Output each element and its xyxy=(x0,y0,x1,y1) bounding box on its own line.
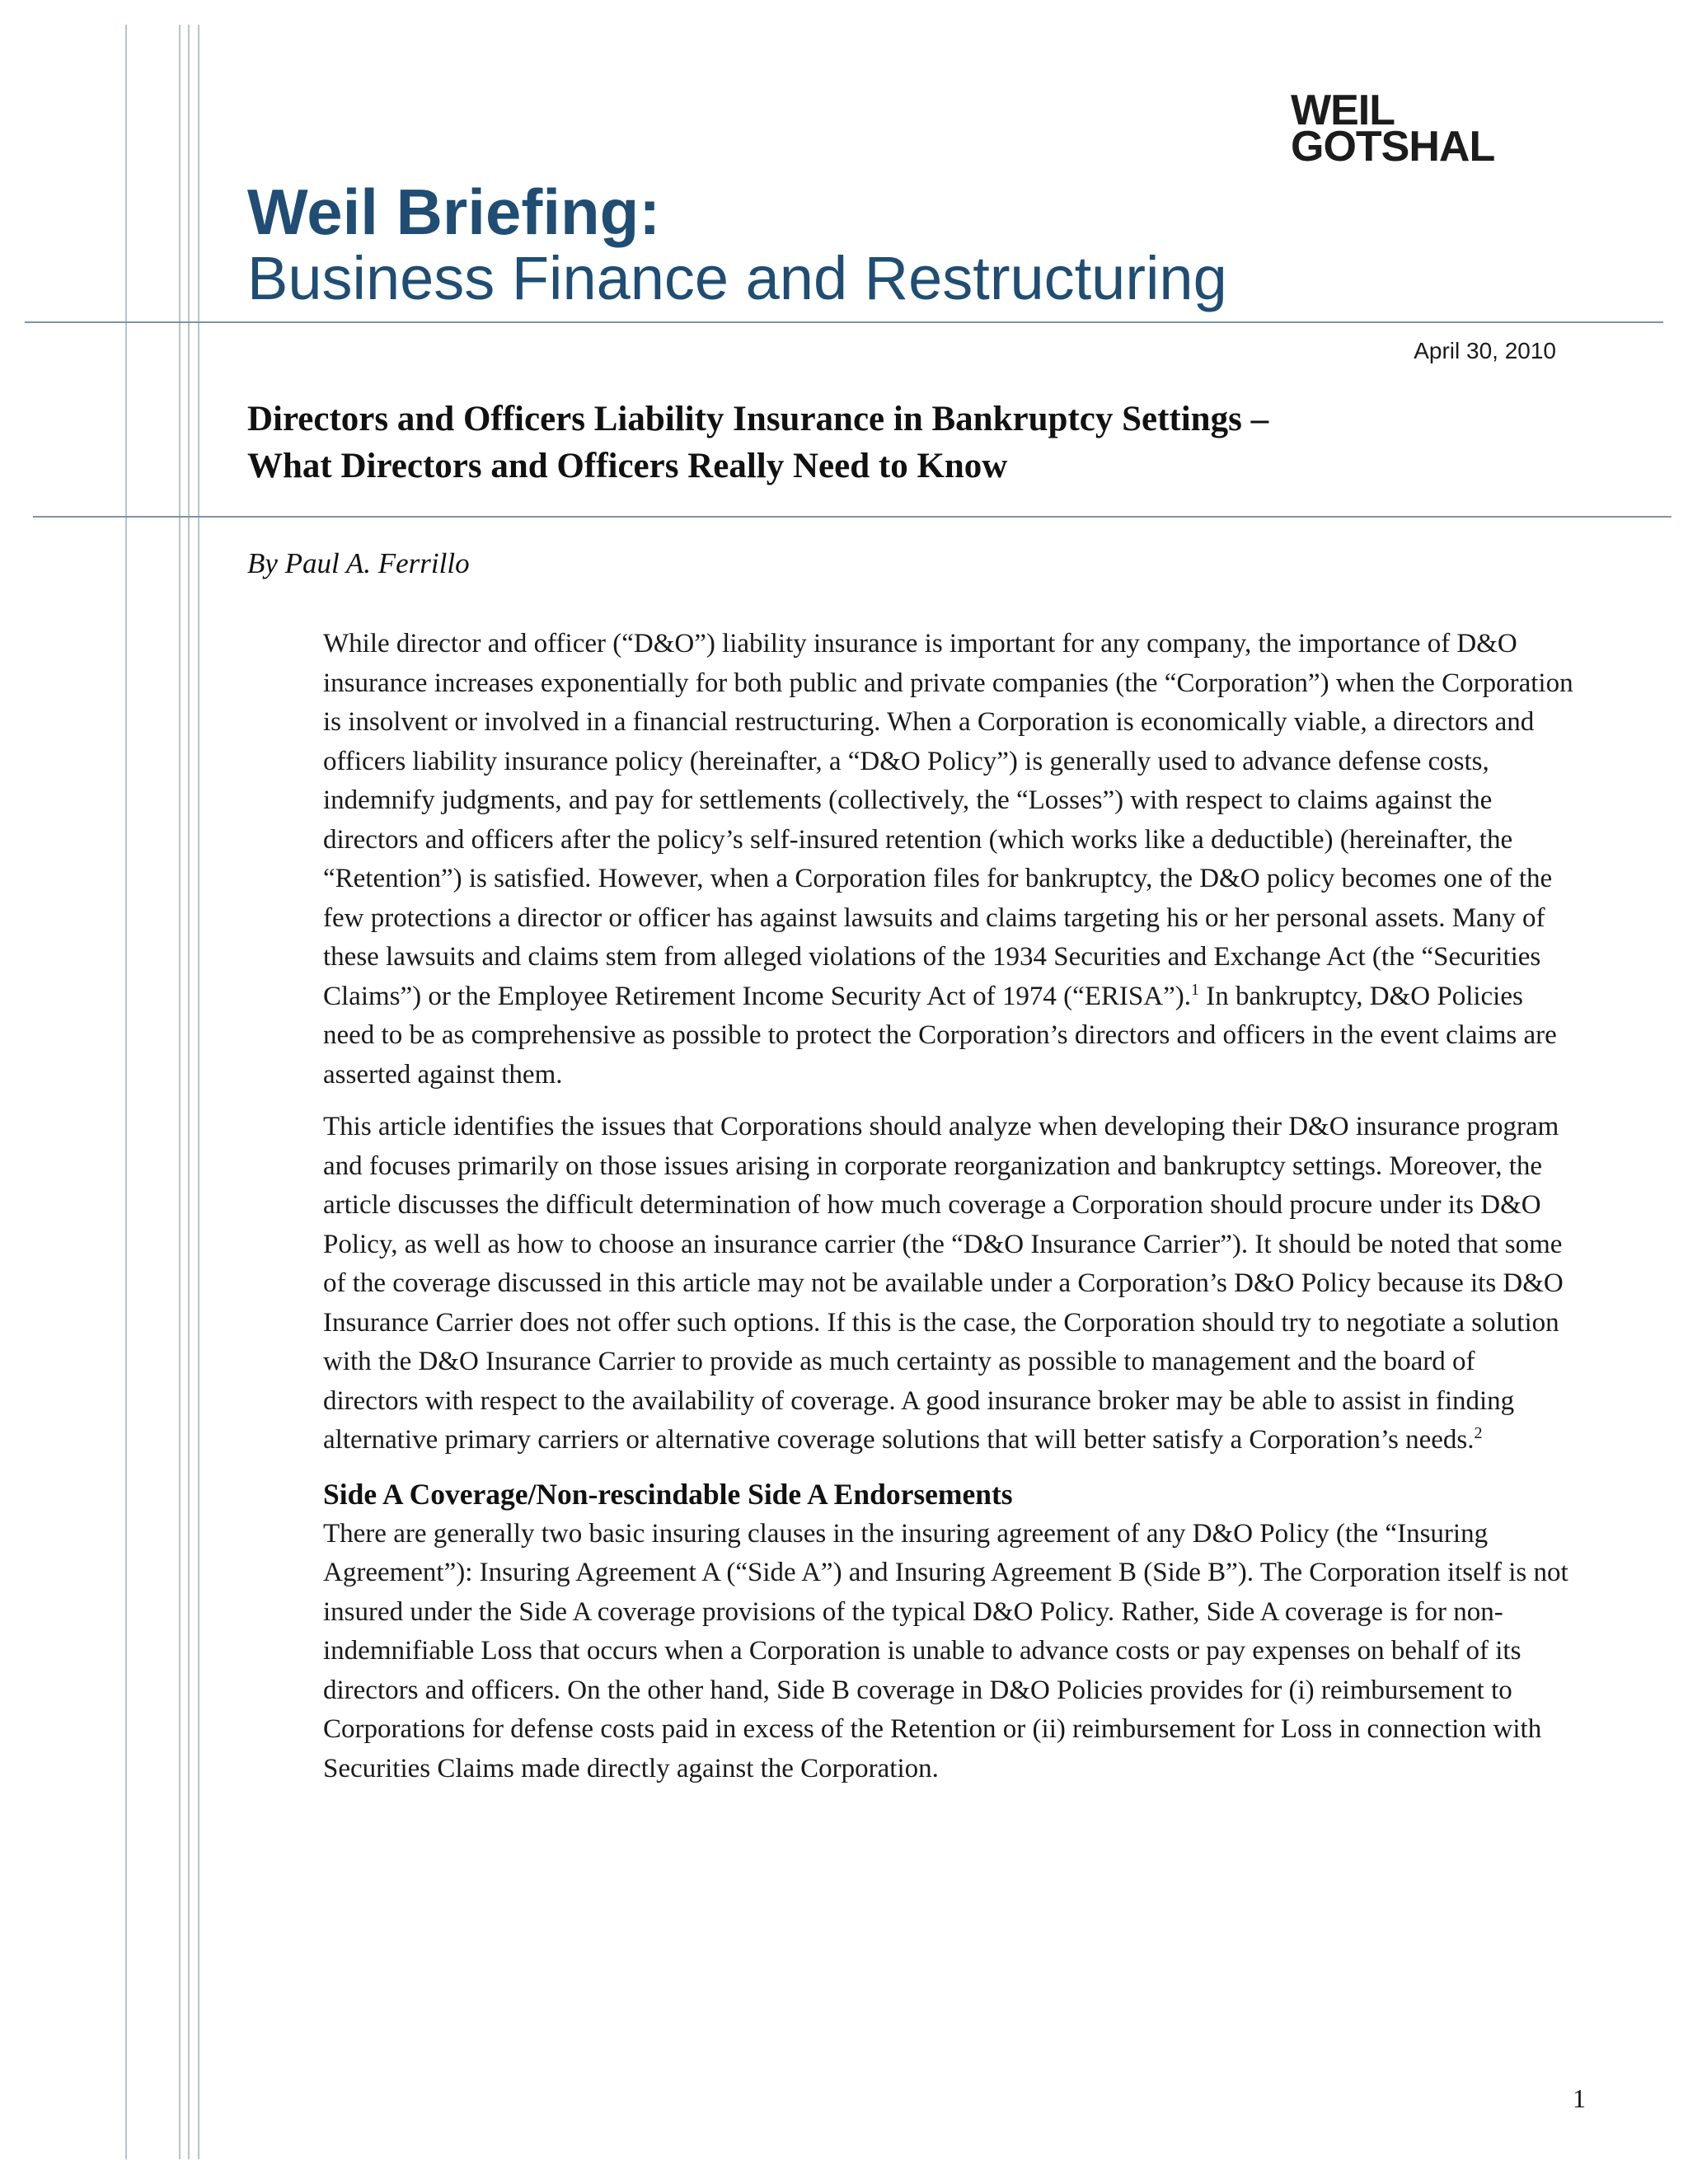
publication-date: April 30, 2010 xyxy=(1414,338,1556,363)
footnote-ref-1: 1 xyxy=(1190,980,1199,999)
paragraph-1-text-b: In bankruptcy, D&O Policies need to be as comprehensive as possible to protect the Corporation’s directors and officers in the event claims are asserted against them. xyxy=(323,981,1557,1090)
logo-line-2: GOTSHAL xyxy=(1291,123,1495,171)
paragraph-3: There are generally two basic insuring clauses in the insuring agreement of any D&O Policy (the “Insuring Agreement”): Insuring Agreement A (“Side A”) and Insuring Agreement B (Side B”). The Corporation itself is not insured under the Side A coverage provisions of the typical D&O Policy. Rather, Side A coverage is for non-indemnifiable Loss that occurs when a Corporation is unable to advance costs or pay expenses on behalf of its directors and officers. On the other hand, Side B coverage in D&O Policies provides for (i) reimbursement to Corporations for defense costs paid in excess of the Retention or (ii) reimbursement for Loss in connection with Securities Claims made directly against the Corporation. xyxy=(323,1518,1568,1783)
logo-line-1: WEIL xyxy=(1291,87,1395,134)
margin-rule-3 xyxy=(188,25,190,2159)
paragraph-1 xyxy=(323,625,1576,1094)
firm-logo xyxy=(1291,87,1495,171)
margin-rule-2 xyxy=(179,25,181,2159)
briefing-subtitle: Business Finance and Restructuring xyxy=(247,244,1227,312)
article-title-line-1: Directors and Officers Liability Insurance in Bankruptcy Settings – xyxy=(247,400,1269,438)
page-number: 1 xyxy=(1573,2083,1586,2113)
margin-rule-1 xyxy=(125,25,127,2159)
briefing-title: Weil Briefing: xyxy=(247,176,661,248)
section-heading: Side A Coverage/Non-rescindable Side A Endorsements xyxy=(323,1477,1013,1511)
article-title-line-2: What Directors and Officers Really Need to Know xyxy=(247,447,1008,485)
article-title xyxy=(247,396,1484,490)
paragraph-1-text-a: While director and officer (“D&O”) liability insurance is important for any company, the importance of D&O insurance increases exponentially for both public and private companies (the “Corporation”) when the Corporation is insolvent or involved in a financial restructuring. When a Corporation is economically viable, a directors and officers liability insurance policy (hereinafter, a “D&O Policy”) is generally used to advance defense costs, indemnify judgments, and pay for settlements (collectively, the “Losses”) with respect to claims against the directors and officers after the policy’s self-insured retention (which works like a deductible) (hereinafter, the “Retention”) is satisfied. However, when a Corporation files for bankruptcy, the D&O policy becomes one of the few protections a director or officer has against lawsuits and claims targeting his or her personal assets. Many of these lawsuits and claims stem from alleged violations of the 1934 Securities and Exchange Act (the “Securities Claims”) or the Employee Retirement Income Security Act of 1974 (“ERISA”). xyxy=(323,629,1573,1011)
paragraph-2-text: This article identifies the issues that Corporations should analyze when developing their D&O insurance program and focuses primarily on those issues arising in corporate reorganization and bankruptcy settings. Moreover, the article discusses the difficult determination of how much coverage a Corporation should procure under its D&O Policy, as well as how to choose an insurance carrier (the “D&O Insurance Carrier”). It should be noted that some of the coverage discussed in this article may not be available under a Corporation’s D&O Policy because its D&O Insurance Carrier does not offer such options. If this is the case, the Corporation should try to negotiate a solution with the D&O Insurance Carrier to provide as much certainty as possible to management and the board of directors with respect to the availability of coverage. A good insurance broker may be able to assist in finding alternative primary carriers or alternative coverage solutions that will better satisfy a Corporation’s needs. xyxy=(323,1112,1564,1455)
header-divider xyxy=(25,321,1663,323)
footnote-ref-2: 2 xyxy=(1474,1424,1483,1442)
title-divider xyxy=(33,516,1672,518)
paragraph-2 xyxy=(323,1108,1576,1460)
article-body xyxy=(323,625,1576,1802)
byline: By Paul A. Ferrillo xyxy=(247,547,470,579)
margin-rule-4 xyxy=(198,25,199,2159)
